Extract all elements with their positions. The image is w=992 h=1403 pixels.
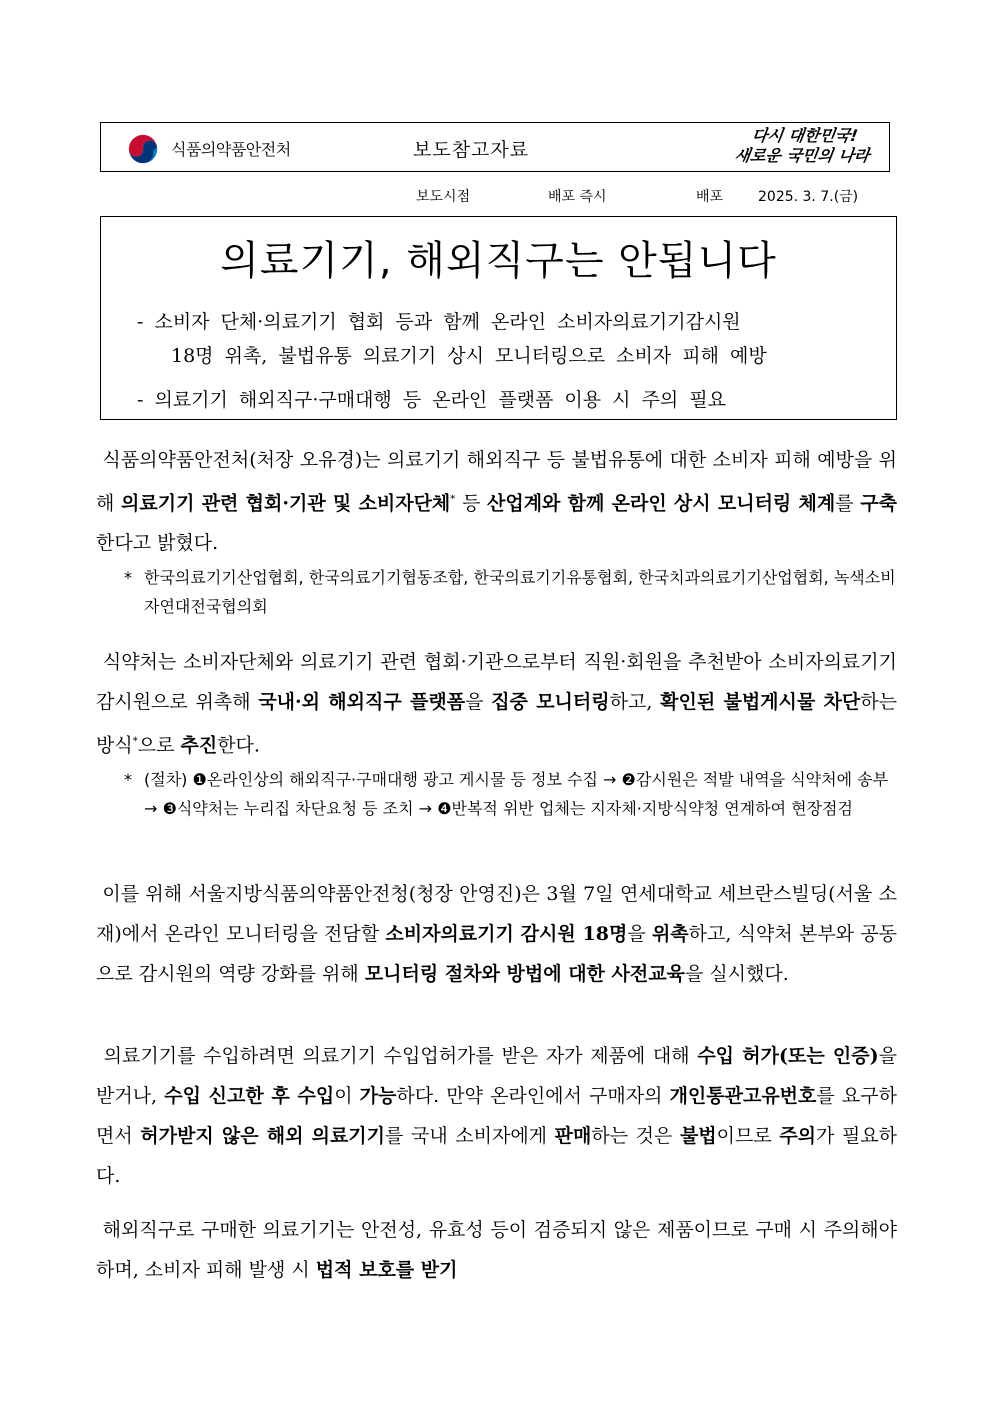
step-3-text: 식약처는 누리집 차단요청 등 조치 → — [176, 799, 438, 818]
step-3-number: ❸ — [162, 799, 177, 818]
headline-box — [100, 216, 897, 420]
p5-text-1: 해외직구로 구매한 의료기기는 안전성, 유효성 등이 검증되지 않은 제품이므로 구매 시 주의해야 하며, 소비자 피해 발생 시 — [96, 1219, 897, 1281]
p4-text-9: 가 필요하다. — [96, 1125, 898, 1187]
step-2-text: 감시원은 적발 내역을 식약처에 송부 → — [144, 770, 889, 818]
p3-text-1: 이를 위해 서울지방식품의약품안전청(청장 안영진)은 3월 7일 연세대학교 세브란스빌딩(서울 소재)에서 온라인 모니터링을 전담할 — [96, 883, 898, 945]
p4-bold-4: 개인통관고유번호 — [669, 1085, 817, 1107]
p4-bold-7: 불법 — [679, 1125, 717, 1147]
subheadline-1-line-2: 18명 위촉, 불법유통 의료기기 상시 모니터링으로 소비자 피해 예방 — [171, 345, 767, 367]
p3-text-3: 하고, 식약처 본부와 공동으로 감시원의 역량 강화를 위해 — [96, 923, 897, 985]
release-timing-label: 보도시점 — [416, 189, 471, 205]
footnote-1-text: 한국의료기기산업협회, 한국의료기기협동조합, 한국의료기기유통협회, 한국치과의료기기산업협회, 녹색소비자연대전국협의회 — [144, 568, 896, 616]
p4-bold-1: 수입 허가(또는 인증) — [697, 1045, 879, 1067]
p1-bold-1: 의료기기 관련 협회·기관 및 소비자단체 — [121, 492, 451, 515]
subheadline-1-line-1: - 소비자 단체·의료기기 협회 등과 함께 온라인 소비자의료기기감시원 — [137, 311, 741, 333]
p3-bold-3: 모니터링 절차와 방법에 대한 사전교육 — [364, 963, 685, 985]
footnote-1-star: * — [124, 568, 132, 587]
paragraph-3 — [96, 874, 897, 994]
p4-bold-3: 가능 — [359, 1085, 397, 1107]
p2-text-6: 한다. — [217, 734, 260, 757]
p2-text-5: 으로 — [137, 734, 181, 757]
footnote-2-prefix: (절차) — [144, 770, 188, 789]
p1-text-1: 식품의약품안전처(처장 오유경)는 의료기기 해외직구 등 불법유통에 대한 소비자 피해 예방을 위해 — [96, 449, 898, 515]
p4-text-7: 하는 것은 — [591, 1125, 680, 1147]
footnote-1 — [124, 563, 897, 621]
p4-bold-2: 수입 신고한 후 수입 — [164, 1085, 335, 1107]
p4-text-1: 의료기기를 수입하려면 의료기기 수입업허가를 받은 자가 제품에 대해 — [103, 1045, 698, 1067]
p4-text-4: 하다. 만약 온라인에서 구매자의 — [396, 1085, 670, 1107]
distribution-label: 배포 — [696, 189, 724, 205]
p2-footnote-mark: * — [132, 736, 138, 747]
p2-bold-4: 추진 — [180, 734, 218, 757]
p4-text-3: 이 — [334, 1085, 360, 1107]
step-1-number: ❶ — [192, 770, 207, 789]
headline-title: 의료기기, 해외직구는 안됩니다 — [220, 238, 777, 284]
p4-text-2: 을 받거나, — [96, 1045, 897, 1107]
p1-text-4: 한다고 밝혔다. — [96, 532, 219, 555]
slogan — [733, 126, 873, 166]
release-timing: 배포 즉시 — [548, 189, 607, 205]
p1-bold-2: 산업계와 함께 온라인 상시 모니터링 체계 — [487, 492, 836, 515]
paragraph-1 — [96, 440, 897, 563]
p1-bold-3: 구축 — [860, 492, 897, 515]
p2-text-4: 하는 방식 — [96, 691, 897, 757]
footnote-2-star: * — [124, 770, 132, 789]
header-box — [100, 122, 890, 172]
slogan-line-2: 새로운 국민의 나라 — [733, 146, 871, 165]
agency-name: 식품의약품안전처 — [171, 140, 291, 159]
p2-text-2: 을 — [465, 691, 492, 713]
distribution-date: 2025. 3. 7.(금) — [758, 189, 859, 205]
p2-bold-1: 국내·외 해외직구 플랫폼 — [258, 691, 466, 713]
p3-bold-2: 위촉 — [651, 923, 689, 945]
paragraph-5 — [96, 1210, 897, 1290]
p1-text-2: 등 — [455, 492, 487, 515]
step-4-number: ❹ — [437, 799, 452, 818]
p4-text-6: 를 국내 소비자에게 — [385, 1125, 555, 1147]
p2-text-3: 하고, — [609, 691, 661, 713]
subheadline-2: - 의료기기 해외직구·구매대행 등 온라인 플랫폼 이용 시 주의 필요 — [137, 389, 727, 411]
p5-bold-1: 법적 보호를 받기 — [315, 1259, 458, 1281]
p1-text-3: 를 — [835, 492, 861, 515]
p3-text-2: 을 — [627, 923, 652, 945]
p4-text-5: 를 요구하면서 — [96, 1085, 897, 1147]
footnote-2 — [124, 765, 897, 823]
p2-text-1: 식약처는 소비자단체와 의료기기 관련 협회·기관으로부터 직원·회원을 추천받아 소비자의료기기감시원으로 위촉해 — [96, 651, 897, 713]
step-2-number: ❷ — [621, 770, 636, 789]
p2-bold-2: 집중 모니터링 — [491, 691, 610, 713]
p4-bold-6: 판매 — [554, 1125, 592, 1147]
step-4-text: 반복적 위반 업체는 지자체·지방식약청 연계하여 현장점검 — [451, 799, 853, 818]
paragraph-4 — [96, 1036, 897, 1196]
p2-bold-3: 확인된 불법게시물 차단 — [660, 691, 861, 713]
p4-bold-5: 허가받지 않은 해외 의료기기 — [140, 1125, 386, 1147]
p3-bold-1: 소비자의료기기 감시원 18명 — [385, 923, 628, 945]
footnote-2-text — [144, 765, 897, 823]
paragraph-2 — [96, 642, 897, 765]
p3-text-4: 을 실시했다. — [684, 963, 789, 985]
slogan-line-1: 다시 대한민국! — [750, 126, 860, 145]
p4-text-8: 이므로 — [716, 1125, 780, 1147]
document-type: 보도참고자료 — [413, 139, 530, 161]
p4-bold-8: 주의 — [779, 1125, 817, 1147]
step-1-text: 온라인상의 해외직구·구매대행 광고 게시물 등 정보 수집 → — [206, 770, 622, 789]
p1-footnote-mark: * — [450, 494, 456, 505]
government-taegeuk-logo-icon — [125, 131, 161, 167]
